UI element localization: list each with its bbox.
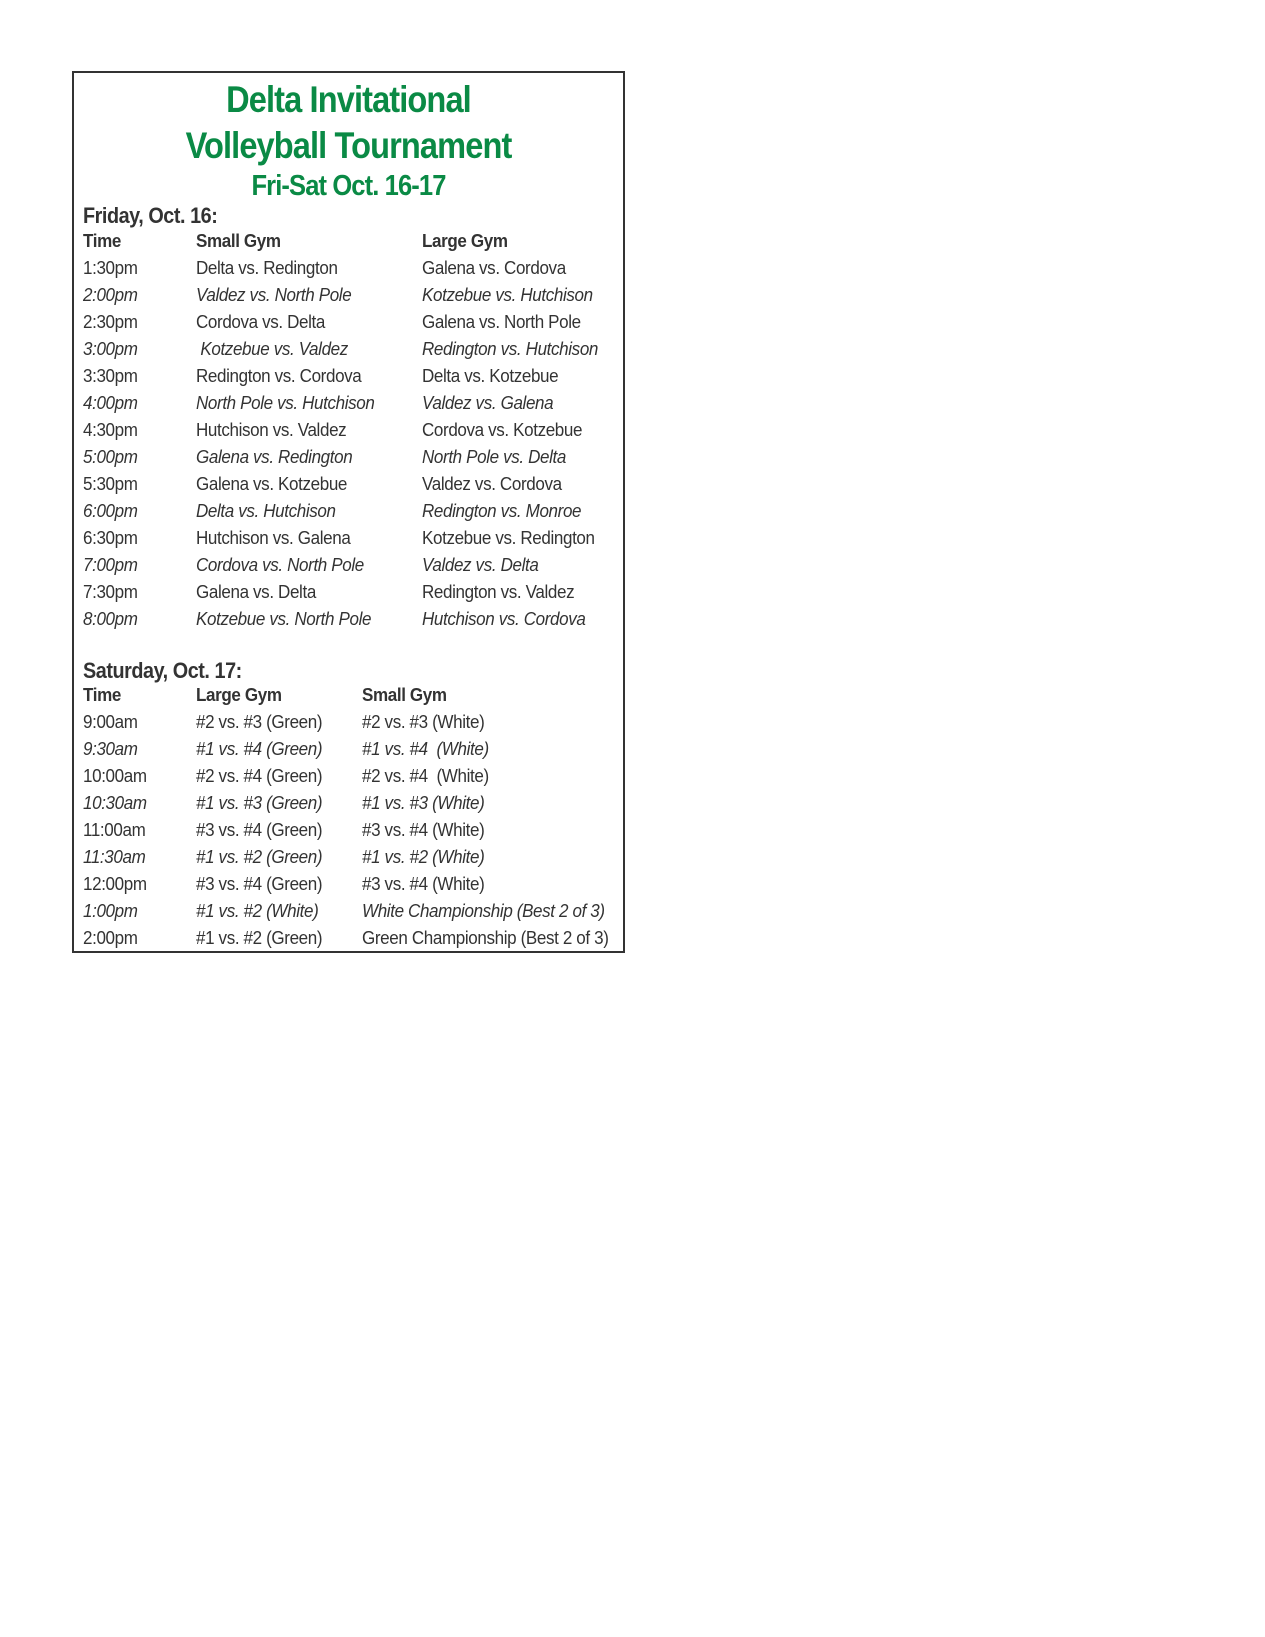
- time-cell: 2:00pm: [83, 927, 138, 948]
- time-cell: 2:00pm: [83, 284, 138, 305]
- table-row: [74, 446, 623, 473]
- gym-b-cell: #2 vs. #3 (White): [362, 711, 485, 732]
- gym-a-cell: Large Gym: [196, 684, 282, 705]
- gym-a-cell: #1 vs. #3 (Green): [196, 792, 323, 813]
- time-cell: 7:00pm: [83, 554, 138, 575]
- gym-a-cell: #1 vs. #4 (Green): [196, 738, 323, 759]
- table-row: [74, 792, 623, 819]
- time-cell: 11:00am: [83, 819, 146, 840]
- gym-a-cell: #1 vs. #2 (White): [196, 900, 319, 921]
- time-cell: 3:00pm: [83, 338, 138, 359]
- time-cell: Time: [83, 230, 121, 251]
- table-row: [74, 927, 623, 954]
- table-row: [74, 527, 623, 554]
- table-row: [74, 554, 623, 581]
- gym-b-cell: Delta vs. Kotzebue: [422, 365, 559, 386]
- gym-a-cell: Galena vs. Redington: [196, 446, 353, 467]
- column-headers: [74, 230, 623, 257]
- table-row: [74, 873, 623, 900]
- gym-b-cell: Green Championship (Best 2 of 3): [362, 927, 609, 948]
- time-cell: 5:30pm: [83, 473, 138, 494]
- gym-a-cell: Hutchison vs. Galena: [196, 527, 351, 548]
- table-row: [74, 284, 623, 311]
- time-cell: 6:00pm: [83, 500, 138, 521]
- gym-a-cell: Cordova vs. Delta: [196, 311, 326, 332]
- time-cell: 7:30pm: [83, 581, 138, 602]
- gym-a-cell: #1 vs. #2 (Green): [196, 846, 323, 867]
- time-cell: 9:30am: [83, 738, 138, 759]
- gym-b-cell: Small Gym: [362, 684, 447, 705]
- table-row: [74, 392, 623, 419]
- gym-b-cell: #3 vs. #4 (White): [362, 873, 485, 894]
- gym-a-cell: Delta vs. Hutchison: [196, 500, 336, 521]
- time-cell: 11:30am: [83, 846, 146, 867]
- table-row: [74, 819, 623, 846]
- gym-b-cell: #3 vs. #4 (White): [362, 819, 485, 840]
- table-row: [74, 500, 623, 527]
- table-row: [74, 581, 623, 608]
- gym-a-cell: #3 vs. #4 (Green): [196, 873, 323, 894]
- gym-b-cell: Large Gym: [422, 230, 508, 251]
- gym-b-cell: Redington vs. Monroe: [422, 500, 582, 521]
- time-cell: 12:00pm: [83, 873, 147, 894]
- gym-a-cell: Cordova vs. North Pole: [196, 554, 364, 575]
- time-cell: 3:30pm: [83, 365, 138, 386]
- time-cell: 5:00pm: [83, 446, 138, 467]
- table-row: [74, 419, 623, 446]
- table-row: [74, 765, 623, 792]
- gym-b-cell: Valdez vs. Cordova: [422, 473, 562, 494]
- time-cell: 2:30pm: [83, 311, 138, 332]
- time-cell: 6:30pm: [83, 527, 138, 548]
- time-cell: 4:30pm: [83, 419, 138, 440]
- table-row: [74, 473, 623, 500]
- gym-b-cell: Kotzebue vs. Hutchison: [422, 284, 593, 305]
- title-dates: Fri-Sat Oct. 16-17: [251, 170, 446, 202]
- gym-b-cell: Kotzebue vs. Redington: [422, 527, 595, 548]
- table-row: [74, 711, 623, 738]
- gym-a-cell: #3 vs. #4 (Green): [196, 819, 323, 840]
- gym-a-cell: Hutchison vs. Valdez: [196, 419, 347, 440]
- gym-b-cell: #1 vs. #2 (White): [362, 846, 485, 867]
- time-cell: 1:00pm: [83, 900, 138, 921]
- title-line-1: Delta Invitational: [226, 79, 471, 120]
- gym-b-cell: #1 vs. #3 (White): [362, 792, 485, 813]
- table-row: [74, 311, 623, 338]
- gym-b-cell: Galena vs. Cordova: [422, 257, 566, 278]
- column-headers: [74, 684, 623, 711]
- gym-a-cell: Galena vs. Delta: [196, 581, 316, 602]
- time-cell: 1:30pm: [83, 257, 138, 278]
- table-row: [74, 257, 623, 284]
- gym-a-cell: Redington vs. Cordova: [196, 365, 362, 386]
- gym-b-cell: White Championship (Best 2 of 3): [362, 900, 605, 921]
- gym-b-cell: Redington vs. Hutchison: [422, 338, 599, 359]
- gym-a-cell: Galena vs. Kotzebue: [196, 473, 348, 494]
- table-row: [74, 338, 623, 365]
- gym-a-cell: Delta vs. Redington: [196, 257, 338, 278]
- time-cell: 10:30am: [83, 792, 147, 813]
- table-row: [74, 846, 623, 873]
- time-cell: 9:00am: [83, 711, 138, 732]
- gym-b-cell: North Pole vs. Delta: [422, 446, 566, 467]
- time-cell: 4:00pm: [83, 392, 138, 413]
- gym-a-cell: Kotzebue vs. Valdez: [196, 338, 348, 359]
- gym-a-cell: Valdez vs. North Pole: [196, 284, 352, 305]
- title-line-2: Volleyball Tournament: [185, 125, 512, 166]
- gym-b-cell: Hutchison vs. Cordova: [422, 608, 586, 629]
- gym-b-cell: #1 vs. #4 (White): [362, 738, 489, 759]
- time-cell: 8:00pm: [83, 608, 138, 629]
- gym-a-cell: #2 vs. #4 (Green): [196, 765, 323, 786]
- gym-a-cell: Small Gym: [196, 230, 281, 251]
- gym-b-cell: Redington vs. Valdez: [422, 581, 575, 602]
- gym-b-cell: Galena vs. North Pole: [422, 311, 581, 332]
- table-row: [74, 365, 623, 392]
- schedule-card: [72, 71, 625, 953]
- gym-b-cell: #2 vs. #4 (White): [362, 765, 489, 786]
- gym-b-cell: Cordova vs. Kotzebue: [422, 419, 583, 440]
- table-row: [74, 738, 623, 765]
- time-cell: Time: [83, 684, 121, 705]
- table-row: [74, 900, 623, 927]
- table-row: [74, 608, 623, 635]
- gym-a-cell: Kotzebue vs. North Pole: [196, 608, 372, 629]
- saturday-heading: Saturday, Oct. 17:: [83, 658, 242, 683]
- time-cell: 10:00am: [83, 765, 147, 786]
- gym-b-cell: Valdez vs. Galena: [422, 392, 554, 413]
- friday-heading: Friday, Oct. 16:: [83, 203, 218, 228]
- gym-a-cell: North Pole vs. Hutchison: [196, 392, 375, 413]
- gym-b-cell: Valdez vs. Delta: [422, 554, 539, 575]
- gym-a-cell: #1 vs. #2 (Green): [196, 927, 323, 948]
- gym-a-cell: #2 vs. #3 (Green): [196, 711, 323, 732]
